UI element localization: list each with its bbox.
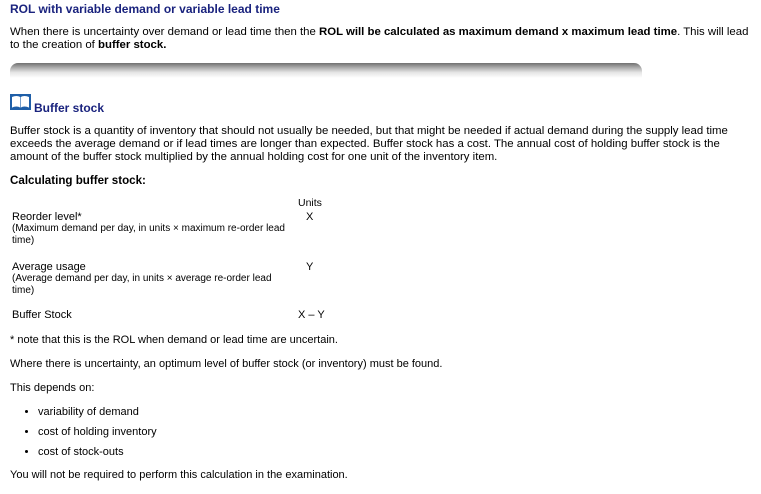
rol-text-bold-formula: ROL will be calculated as maximum demand x maximum lead time xyxy=(318,26,678,38)
depends-paragraph: This depends on: xyxy=(10,382,95,394)
list-item: • cost of stock-outs xyxy=(38,442,157,462)
calculating-heading: Calculating buffer stock: xyxy=(10,174,146,187)
final-note: You will not be required to perform this calculation in the examination. xyxy=(10,469,348,481)
row-label: Average usage xyxy=(12,261,86,273)
table-row xyxy=(12,211,292,247)
table-row xyxy=(12,309,292,321)
row-detail: (Maximum demand per day, in units × maximum re-order lead time) xyxy=(12,223,285,246)
row-label: Buffer Stock xyxy=(12,309,72,321)
book-icon xyxy=(10,94,31,110)
row-value: X – Y xyxy=(298,309,325,321)
list-item: • variability of demand xyxy=(38,402,157,422)
row-detail: (Average demand per day, in units × average re-order lead time) xyxy=(12,273,272,296)
buffer-stock-heading: Buffer stock xyxy=(34,101,105,115)
rol-text-mid: . This will lead to the creation of xyxy=(10,26,749,51)
depends-list xyxy=(10,402,157,462)
rol-paragraph xyxy=(10,26,752,52)
buffer-stock-paragraph: Buffer stock is a quantity of inventory that should not usually be needed, but that might be needed if actual demand during the supply lead time exceeds the average demand or if lead times are longer than expected. Buffer stock has a cost. The annual cost of holding buffer stock is the amount of the buffer stock multiplied by the annual holding cost for one unit of the inventory item. xyxy=(10,125,728,163)
row-value: X xyxy=(306,211,314,223)
row-label: Reorder level* xyxy=(12,211,82,223)
note-text: note that this is the ROL when demand or lead time are uncertain. xyxy=(14,334,338,346)
row-value: Y xyxy=(306,261,314,273)
uncertainty-paragraph: Where there is uncertainty, an optimum level of buffer stock (or inventory) must be found. xyxy=(10,358,443,370)
asterisk-note xyxy=(10,334,338,346)
rol-heading: ROL with variable demand or variable lead time xyxy=(10,2,280,16)
asterisk-mark: * xyxy=(10,334,15,346)
section-divider-bar xyxy=(10,63,642,78)
rol-text-pre: When there is uncertainty over demand or lead time then the xyxy=(10,26,319,38)
list-item: • cost of holding inventory xyxy=(38,422,157,442)
rol-text-bold-buffer: buffer stock. xyxy=(98,39,167,51)
table-row xyxy=(12,261,292,297)
units-header: Units xyxy=(298,197,322,209)
